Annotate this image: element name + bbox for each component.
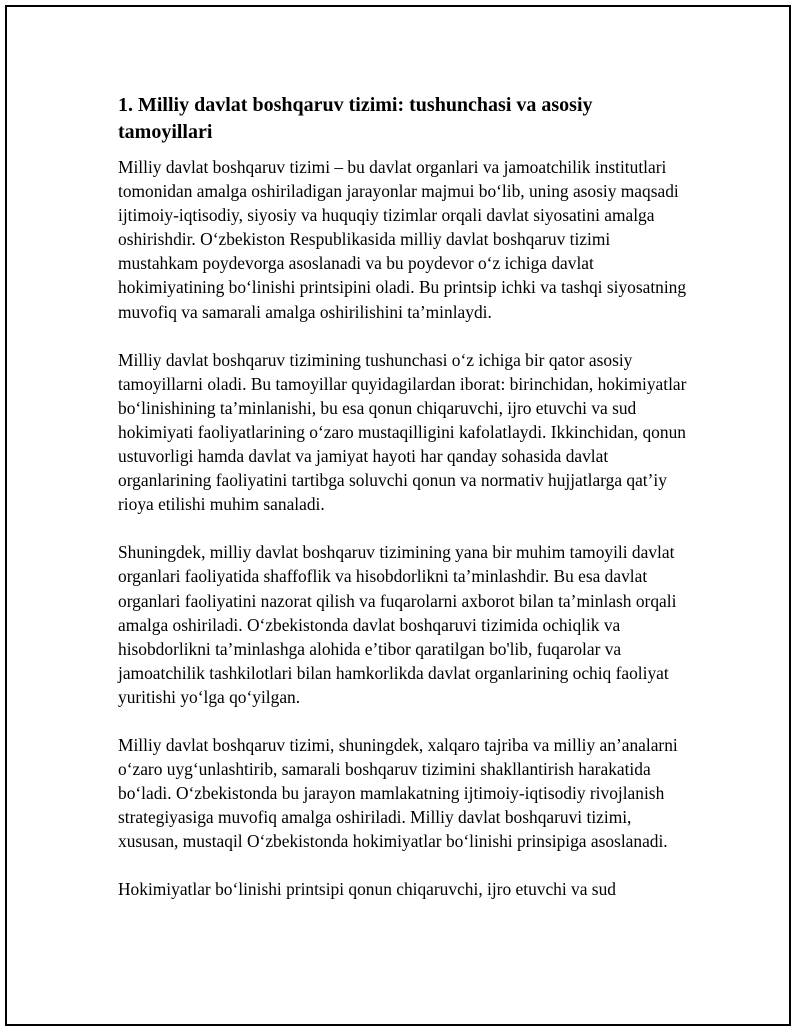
section-heading: 1. Milliy davlat boshqaruv tizimi: tushunchasi va asosiy tamoyillari <box>118 94 593 143</box>
paragraph-3: Shuningdek, milliy davlat boshqaruv tizimining yana bir muhim tamoyili davlat organlari faoliyatida shaffoflik va hisobdorlikni ta’minlashdir. Bu esa davlat organlari faoliyatini nazorat qilish va fuqarolarni axborot bilan ta’minlash orqali amalga oshiriladi. O‘zbekistonda davlat boshqaruvi tizimida ochiqlik va hisobdorlikni ta’minlashga alohida e’tibor qaratilgan bo'lib, fuqarolar va jamoatchilik tashkilotlari bilan hamkorlikda davlat organlarining ochiq faoliyat yuritishi yo‘lga qo‘yilgan. <box>118 542 677 707</box>
paragraph-2: Milliy davlat boshqaruv tizimining tushunchasi o‘z ichiga bir qator asosiy tamoyillarni oladi. Bu tamoyillar quyidagilardan iborat: birinchidan, hokimiyatlar bo‘linishining ta’minlanishi, bu esa qonun chiqaruvchi, ijro etuvchi va sud hokimiyati faoliyatlarining o‘zaro mustaqilligini kafolatlaydi. Ikkinchidan, qonun ustuvorligi hamda davlat va jamiyat hayoti har qanday sohasida davlat organlarining faoliyatini tartibga soluvchi qonun va normativ hujjatlarga qat’iy rioya etilishi muhim sanaladi. <box>118 349 687 515</box>
paragraph-4: Milliy davlat boshqaruv tizimi, shuningdek, xalqaro tajriba va milliy an’analarni o‘zaro uyg‘unlashtirib, samarali boshqaruv tizimini shakllantirish harakatida bo‘ladi. O‘zbekistonda bu jarayon mamlakatning ijtimoiy-iqtisodiy rivojlanish strategiyasiga muvofiq amalga oshiriladi. Milliy davlat boshqaruvi tizimi, xususan, mustaqil O‘zbekistonda hokimiyatlar bo‘linishi prinsipiga asoslanadi. <box>118 734 678 852</box>
document-body <box>118 92 693 902</box>
paragraph-1: Milliy davlat boshqaruv tizimi – bu davlat organlari va jamoatchilik institutlari tomonidan amalga oshiriladigan jarayonlar majmui bo‘lib, uning asosiy maqsadi ijtimoiy-iqtisodiy, siyosiy va huquqiy tizimlar orqali davlat siyosatini amalga oshirishdir. O‘zbekiston Respublikasida milliy davlat boshqaruv tizimi mustahkam poydevorga asoslanadi va bu poydevor o‘z ichiga davlat hokimiyatining bo‘linishi printsipini oladi. Bu printsip ichki va tashqi siyosatning muvofiq va samarali amalga oshirilishini ta’minlaydi. <box>118 157 687 322</box>
paragraph-5: Hokimiyatlar bo‘linishi printsipi qonun chiqaruvchi, ijro etuvchi va sud <box>118 879 616 900</box>
